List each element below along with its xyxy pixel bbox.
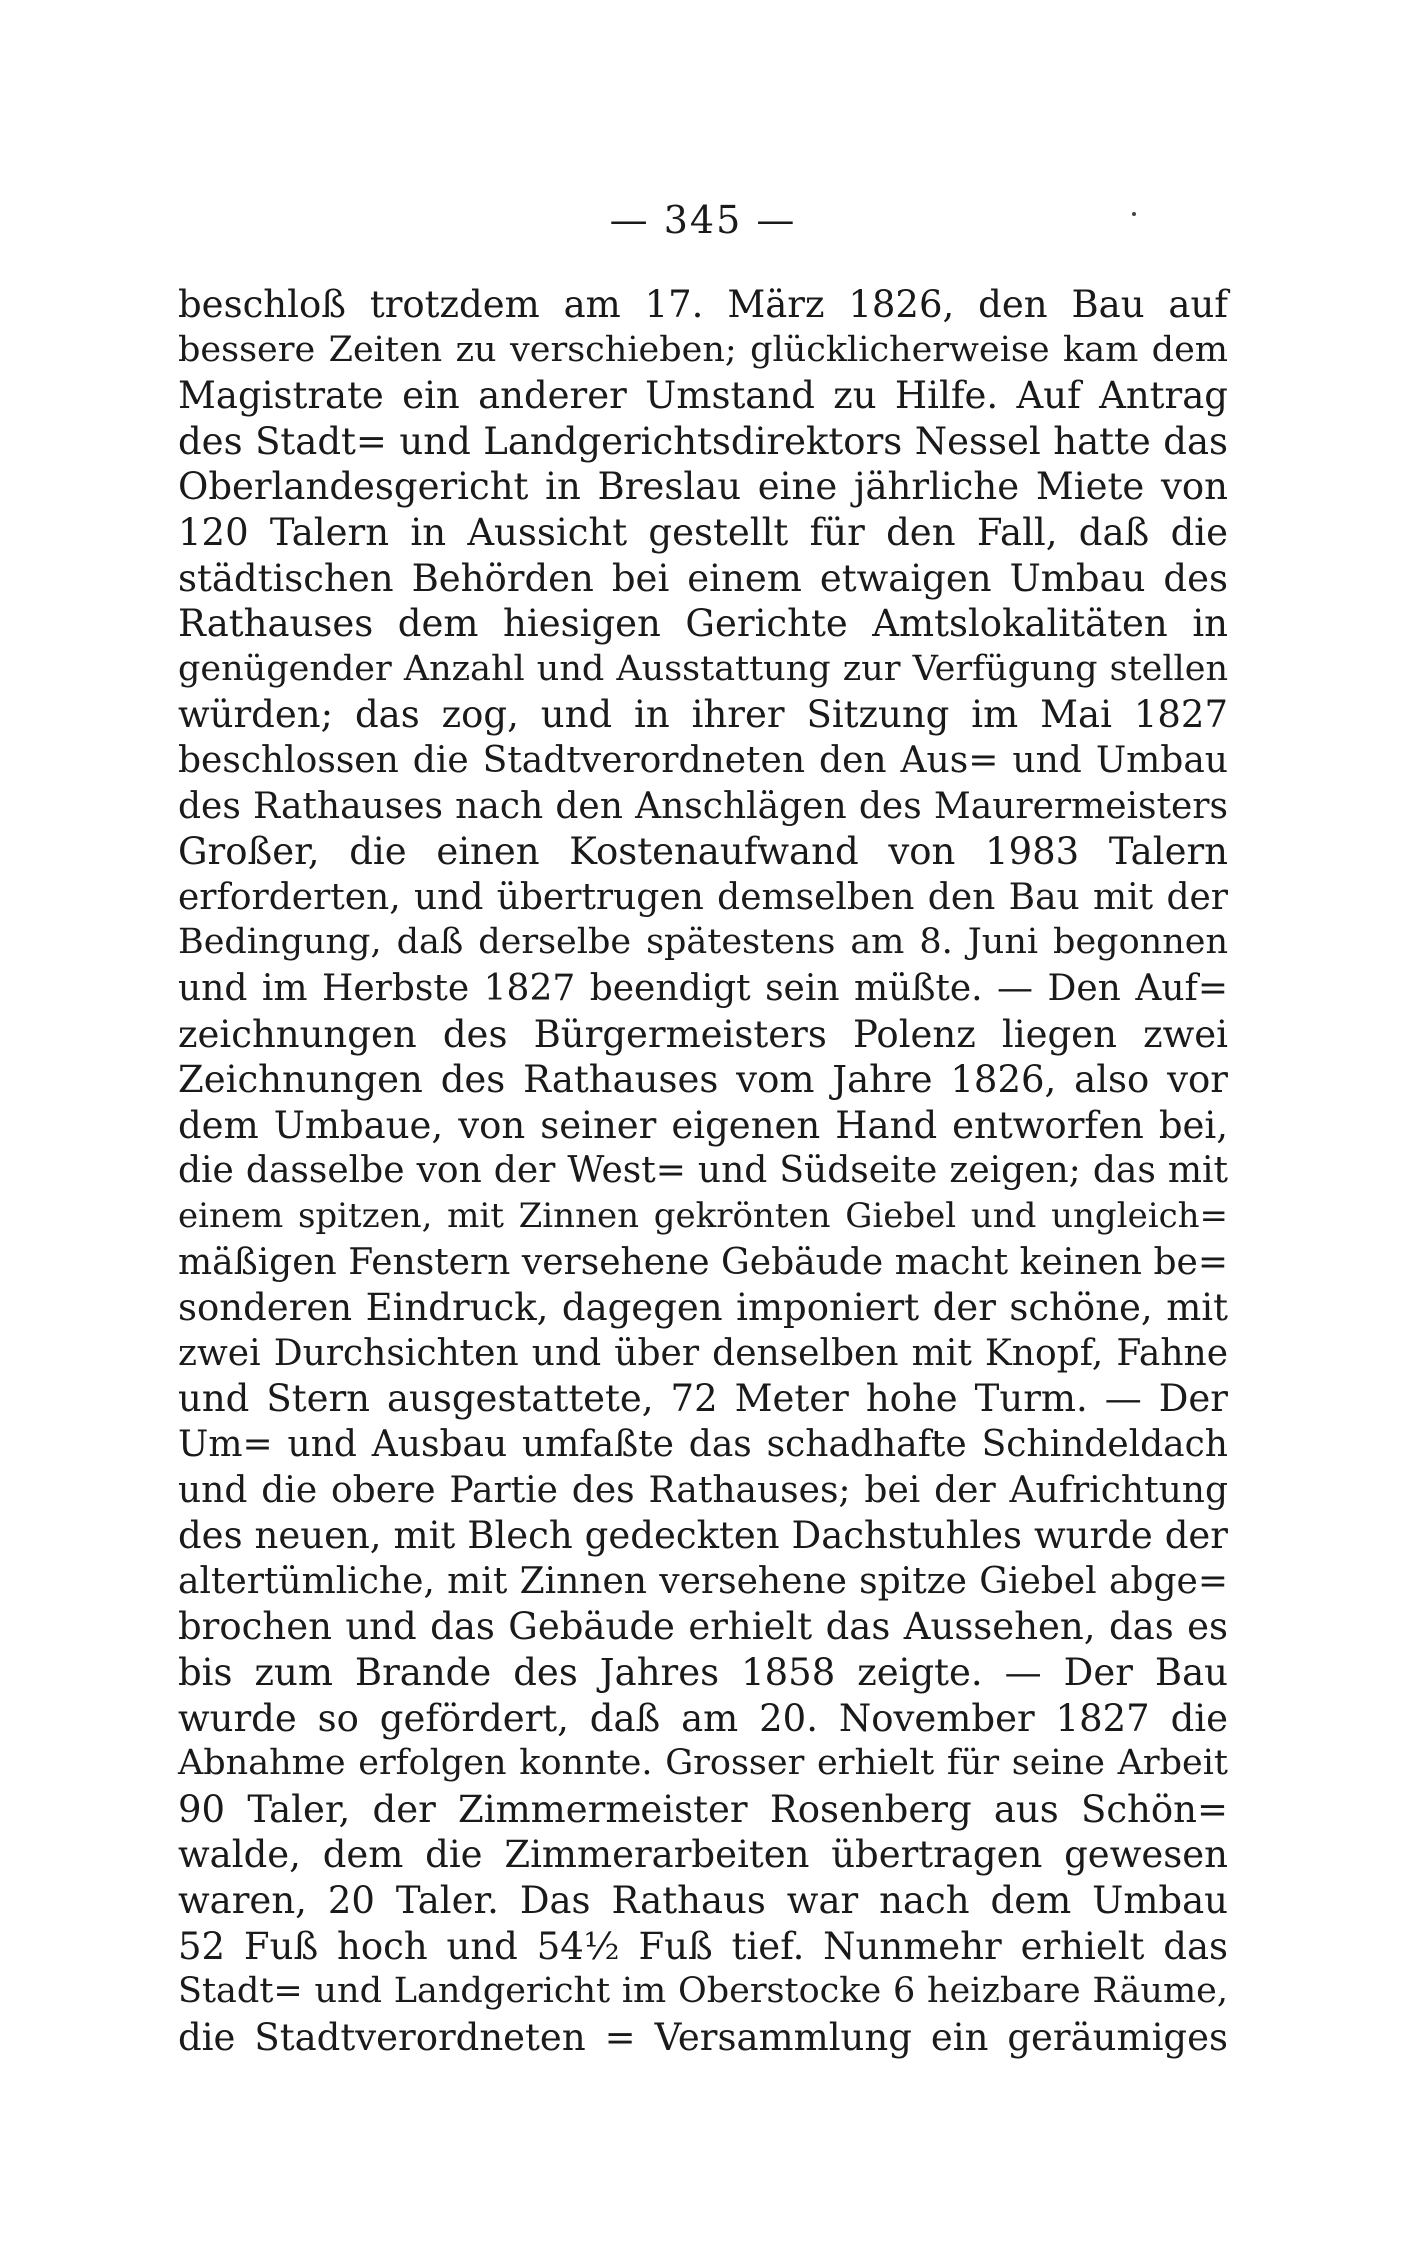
text-line: 120 Talern in Aussicht gestellt für den Fall, daß die [178,511,1228,554]
text-line: beschlossen die Stadtverordneten den Aus= und Umbau [178,740,1228,781]
text-line: des Rathauses nach den Anschlägen des Maurermeisters [178,785,1228,827]
text-line: würden; das zog, und in ihrer Sitzung im Mai 1827 [178,693,1228,737]
text-line: die Stadtverordneten = Versammlung ein geräumiges [178,2015,1228,2059]
text-line: Großer, die einen Kostenaufwand von 1983 Talern [178,830,1228,874]
text-line: beschloß trotzdem am 17. März 1826, den Bau auf [178,283,1228,326]
text-line: 90 Taler, der Zimmermeister Rosenberg aus Schön= [178,1787,1228,1831]
text-line: walde, dem die Zimmerarbeiten übertragen gewesen [178,1833,1228,1877]
text-line: Abnahme erfolgen konnte. Grosser erhielt für seine Arbeit [178,1743,1228,1784]
text-line: Oberlandesgericht in Breslau eine jährliche Miete von [178,465,1228,509]
text-line: städtischen Behörden bei einem etwaigen Umbau des [178,556,1228,600]
text-line: mäßigen Fenstern versehene Gebäude macht keinen be= [178,1241,1228,1283]
text-line: erforderten, und übertrugen demselben den Bau mit der [178,876,1228,918]
text-line: sonderen Eindruck, dagegen imponiert der schöne, mit [178,1286,1228,1330]
text-line: 52 Fuß hoch und 54½ Fuß tief. Nunmehr erhielt das [178,1924,1228,1968]
text-line: des Stadt= und Landgerichtsdirektors Nessel hatte das [178,419,1228,463]
text-line: einem spitzen, mit Zinnen gekrönten Giebel und ungleich= [178,1196,1228,1236]
text-line: dem Umbaue, von seiner eigenen Hand entworfen bei, [178,1103,1228,1147]
text-line: zwei Durchsichten und über denselben mit Knopf, Fahne [178,1332,1228,1374]
text-line: altertümliche, mit Zinnen versehene spitze Giebel abge= [178,1560,1228,1602]
text-line: des neuen, mit Blech gedeckten Dachstuhles wurde der [178,1514,1228,1558]
text-line: bis zum Brande des Jahres 1858 zeigte. — Der Bau [178,1651,1228,1694]
text-line: waren, 20 Taler. Das Rathaus war nach dem Umbau [178,1879,1228,1922]
text-line: Um= und Ausbau umfaßte das schadhafte Schindeldach [178,1424,1228,1465]
text-line: und im Herbste 1827 beendigt sein müßte. — Den Auf= [178,968,1228,1009]
text-line: Rathauses dem hiesigen Gerichte Amtslokalitäten in [178,602,1228,646]
text-line: brochen und das Gebäude erhielt das Aussehen, das es [178,1605,1228,1649]
text-line: Magistrate ein anderer Umstand zu Hilfe. Auf Antrag [178,374,1228,418]
text-line: zeichnungen des Bürgermeisters Polenz liegen zwei [178,1012,1228,1056]
text-line: und Stern ausgestattete, 72 Meter hohe Turm. — Der [178,1377,1228,1421]
stray-mark [1132,212,1136,216]
page-number: — 345 — [609,198,797,242]
text-line: die dasselbe von der West= und Südseite zeigen; das mit [178,1150,1228,1192]
text-line: Zeichnungen des Rathauses vom Jahre 1826, also vor [178,1058,1228,1102]
text-line: Stadt= und Landgericht im Oberstocke 6 heizbare Räume, [178,1971,1228,2012]
text-line: und die obere Partie des Rathauses; bei der Aufrichtung [178,1469,1228,1511]
text-line: Bedingung, daß derselbe spätestens am 8. Juni begonnen [178,922,1228,963]
text-line: bessere Zeiten zu verschieben; glücklicherweise kam dem [178,329,1228,370]
text-line: wurde so gefördert, daß am 20. November 1827 die [178,1696,1228,1740]
text-line: genügender Anzahl und Ausstattung zur Verfügung stellen [178,648,1228,689]
